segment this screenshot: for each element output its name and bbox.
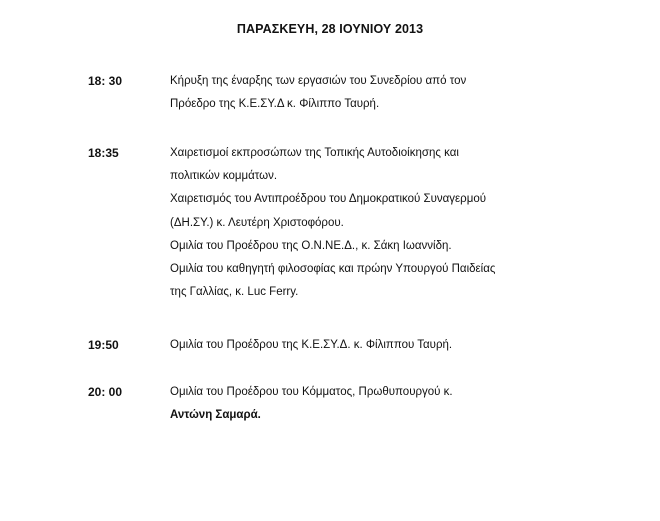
- entry-line: πολιτικών κομμάτων.: [170, 170, 278, 183]
- entry-line: Κήρυξη της έναρξης των εργασιών του Συνεδρίου από τον: [170, 75, 467, 87]
- entry-time: 20: 00: [88, 385, 123, 399]
- entry-line: της Γαλλίας, κ. Luc Ferry.: [170, 286, 299, 299]
- entry-time: 18:35: [88, 146, 119, 160]
- entry-line: Ομιλία του Προέδρου της Κ.Ε.ΣΥ.Δ. κ. Φίλιππου Ταυρή.: [170, 339, 453, 351]
- entry-line: Ομιλία του καθηγητή φιλοσοφίας και πρώην Υπουργού Παιδείας: [170, 263, 496, 276]
- entry-description: [170, 142, 590, 304]
- page-title: ΠΑΡΑΣΚΕΥΗ, 28 ΙΟΥΝΙΟΥ 2013: [236, 22, 424, 36]
- entry-line: Αντώνη Σαμαρά.: [170, 409, 261, 422]
- entry-description: [170, 381, 590, 427]
- entry-description: [170, 334, 590, 357]
- entry-line: Ομιλία του Προέδρου του Κόμματος, Πρωθυπουργού κ.: [170, 386, 453, 398]
- entry-description: [170, 70, 590, 116]
- entry-line: Χαιρετισμός του Αντιπροέδρου του Δημοκρατικού Συναγερμού: [170, 193, 487, 206]
- entry-time: 18: 30: [88, 74, 123, 88]
- entry-line: Ομιλία του Προέδρου της Ο.Ν.ΝΕ.Δ., κ. Σάκη Ιωαννίδη.: [170, 239, 452, 252]
- entry-line: Χαιρετισμοί εκπροσώπων της Τοπικής Αυτοδιοίκησης και: [170, 147, 459, 159]
- entry-line: (ΔΗ.ΣΥ.) κ. Λευτέρη Χριστοφόρου.: [170, 216, 344, 229]
- entry-time: 19:50: [88, 338, 119, 352]
- entry-line: Πρόεδρο της Κ.Ε.ΣΥ.Δ κ. Φίλιππο Ταυρή.: [170, 98, 380, 111]
